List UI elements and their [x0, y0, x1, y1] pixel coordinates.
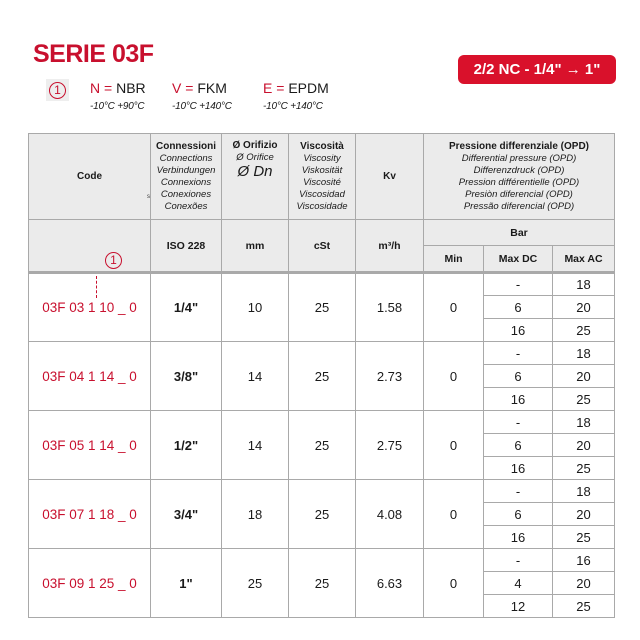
max-dc-value: 12: [484, 595, 553, 618]
material-temp-range: -10°C +140°C: [172, 101, 232, 112]
header-kv: Kv: [356, 134, 424, 220]
table-sub-row: [29, 273, 615, 296]
connection-size: 1/2": [151, 411, 222, 480]
table-sub-row: [29, 342, 615, 365]
max-ac-value: 25: [553, 526, 615, 549]
max-dc-value: 6: [484, 503, 553, 526]
material-key: N: [90, 80, 101, 96]
max-dc-value: -: [484, 549, 553, 572]
unit-viscosity: cSt: [289, 220, 356, 273]
material-fkm: [172, 80, 232, 112]
max-ac-value: 18: [553, 342, 615, 365]
min-pressure: 0: [424, 273, 484, 342]
specifications-table: [28, 133, 615, 618]
unit-connections: ISO 228: [151, 220, 222, 273]
kv-value: 2.73: [356, 342, 424, 411]
kv-value: 4.08: [356, 480, 424, 549]
circled-one-icon: 1: [105, 252, 122, 269]
orifice-diameter: 10: [222, 273, 289, 342]
max-ac-value: 25: [553, 595, 615, 618]
max-dc-value: 16: [484, 526, 553, 549]
material-key: V: [172, 80, 182, 96]
max-ac-value: 20: [553, 503, 615, 526]
viscosity-value: 25: [289, 411, 356, 480]
kv-value: 2.75: [356, 411, 424, 480]
max-ac-value: 25: [553, 319, 615, 342]
kv-value: 6.63: [356, 549, 424, 618]
max-ac-value: 20: [553, 365, 615, 388]
header-max-dc: Max DC: [484, 246, 553, 273]
material-nbr: [90, 80, 146, 112]
max-dc-value: 4: [484, 572, 553, 595]
max-ac-value: 18: [553, 273, 615, 296]
max-ac-value: 20: [553, 572, 615, 595]
min-pressure: 0: [424, 480, 484, 549]
connection-size: 1/4": [151, 273, 222, 342]
orifice-diameter: 14: [222, 342, 289, 411]
legend-marker: [46, 79, 69, 101]
material-temp-range: -10°C +140°C: [263, 101, 323, 112]
viscosity-value: 25: [289, 273, 356, 342]
viscosity-value: 25: [289, 549, 356, 618]
material-eq: =: [100, 80, 117, 96]
header-viscosity: Viscosità Viscosity Viskosität Viscosité Viscosidad Viscosidade: [289, 134, 356, 220]
max-ac-value: 18: [553, 411, 615, 434]
max-ac-value: 20: [553, 434, 615, 457]
connection-size: 1": [151, 549, 222, 618]
max-ac-value: 16: [553, 549, 615, 572]
max-dc-value: 16: [484, 319, 553, 342]
max-dc-value: 6: [484, 434, 553, 457]
orifice-diameter: 14: [222, 411, 289, 480]
header-max-ac: Max AC: [553, 246, 615, 273]
material-name: NBR: [116, 80, 146, 96]
series-title: SERIE 03F: [33, 40, 154, 68]
max-dc-value: 16: [484, 457, 553, 480]
header-min: Min: [424, 246, 484, 273]
kv-value: 1.58: [356, 273, 424, 342]
circled-one-icon: 1: [49, 82, 66, 99]
unit-pressure: Bar: [424, 220, 615, 246]
connection-size: 3/4": [151, 480, 222, 549]
max-dc-value: -: [484, 273, 553, 296]
header-pressure: Pressione differenziale (OPD) Differential pressure (OPD) Differenzdruck (OPD) Pression différentielle (OPD) Presiòn diferencial (OPD) Pressão diferencial (OPD): [424, 134, 615, 220]
material-epdm: [263, 80, 329, 112]
max-ac-value: 25: [553, 388, 615, 411]
product-code: 03F 05 1 14 _ 0: [29, 411, 151, 480]
material-eq: =: [272, 80, 289, 96]
table-sub-row: [29, 549, 615, 572]
max-ac-value: 18: [553, 480, 615, 503]
header-connections: Connessioni Connections Verbindungen Connexions Conexiones Conexões: [151, 134, 222, 220]
header-artifact-glyph: s: [147, 194, 150, 200]
product-code: 03F 07 1 18 _ 0: [29, 480, 151, 549]
viscosity-value: 25: [289, 480, 356, 549]
configuration-badge: 2/2 NC - 1/4" → 1": [458, 55, 616, 84]
orifice-diameter: 25: [222, 549, 289, 618]
unit-kv: m³/h: [356, 220, 424, 273]
unit-orifice: mm: [222, 220, 289, 273]
product-code: 03F 04 1 14 _ 0: [29, 342, 151, 411]
material-name: EPDM: [288, 80, 329, 96]
viscosity-value: 25: [289, 342, 356, 411]
max-dc-value: -: [484, 342, 553, 365]
table-sub-row: [29, 411, 615, 434]
orifice-diameter: 18: [222, 480, 289, 549]
min-pressure: 0: [424, 411, 484, 480]
connection-size: 3/8": [151, 342, 222, 411]
max-dc-value: -: [484, 411, 553, 434]
unit-code-marker-cell: [29, 220, 151, 273]
product-code: 03F 03 1 10 _ 0: [29, 273, 151, 342]
max-dc-value: 6: [484, 296, 553, 319]
material-eq: =: [181, 80, 198, 96]
min-pressure: 0: [424, 549, 484, 618]
table-sub-row: [29, 480, 615, 503]
max-dc-value: 6: [484, 365, 553, 388]
max-ac-value: 25: [553, 457, 615, 480]
header-code: Code: [29, 134, 151, 220]
material-key: E: [263, 80, 273, 96]
max-ac-value: 20: [553, 296, 615, 319]
max-dc-value: -: [484, 480, 553, 503]
product-code: 03F 09 1 25 _ 0: [29, 549, 151, 618]
max-dc-value: 16: [484, 388, 553, 411]
header-orifice: Ø Orifizio Ø Orifice Ø Dn: [222, 134, 289, 220]
min-pressure: 0: [424, 342, 484, 411]
material-temp-range: -10°C +90°C: [90, 101, 145, 112]
marker-leader-line: [96, 276, 97, 298]
material-name: FKM: [197, 80, 227, 96]
